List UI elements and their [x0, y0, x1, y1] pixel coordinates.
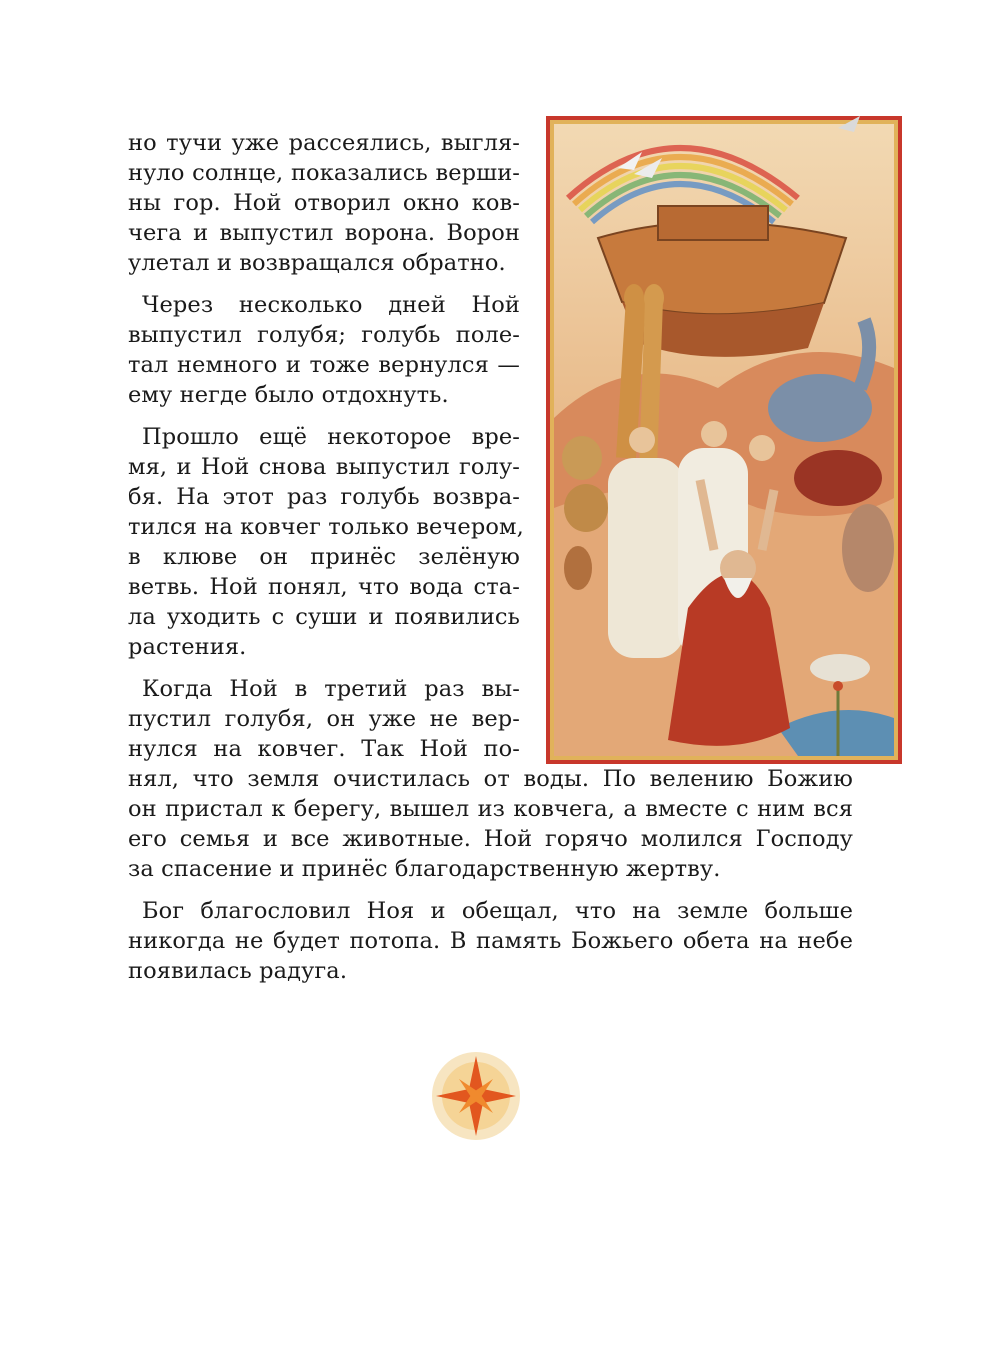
text-line: его семья и все животные. Ной горячо молился Господу — [128, 826, 853, 852]
text-line: Бог благословил Ноя и обещал, что на земле больше — [142, 898, 853, 924]
text-line: бя. На этот раз голубь возвра- — [128, 484, 520, 510]
text-line: растения. — [128, 634, 247, 660]
text-line: ветвь. Ной понял, что вода ста- — [128, 574, 520, 600]
text-line: нулся на ковчег. Так Ной по- — [128, 736, 520, 762]
text-line: чега и выпустил ворона. Ворон — [128, 220, 520, 246]
text-line: в клюве он принёс зелёную — [128, 544, 520, 570]
text-line: нуло солнце, показались верши- — [128, 160, 520, 186]
text-line: тился на ковчег только вечером, — [128, 514, 524, 540]
text-line: Через несколько дней Ной — [142, 292, 520, 318]
text-line: он пристал к берегу, вышел из ковчега, а вместе с ним вся — [128, 796, 853, 822]
text-line: ны гор. Ной отворил окно ков- — [128, 190, 520, 216]
text-line: но тучи уже рассеялись, выгля- — [128, 130, 520, 156]
text-line: мя, и Ной снова выпустил голу- — [128, 454, 520, 480]
text-line: улетал и возвращался обратно. — [128, 250, 506, 276]
text-line: выпустил голубя; голубь поле- — [128, 322, 520, 348]
text-line: пустил голубя, он уже не вер- — [128, 706, 520, 732]
star-ornament — [430, 1050, 522, 1142]
text-line: нял, что земля очистилась от воды. По велению Божию — [128, 766, 853, 792]
text-line: тал немного и тоже вернулся — — [128, 352, 520, 378]
text-line: Прошло ещё некоторое вре- — [142, 424, 520, 450]
text-line: появилась радуга. — [128, 958, 348, 984]
text-line: за спасение и принёс благодарственную жертву. — [128, 856, 721, 882]
text-line: ему негде было отдохнуть. — [128, 382, 449, 408]
text-line: никогда не будет потопа. В память Божьего обета на небе — [128, 928, 853, 954]
text-line: Когда Ной в третий раз вы- — [142, 676, 520, 702]
text-line: ла уходить с суши и появились — [128, 604, 520, 630]
noah-ark-illustration — [538, 88, 910, 768]
